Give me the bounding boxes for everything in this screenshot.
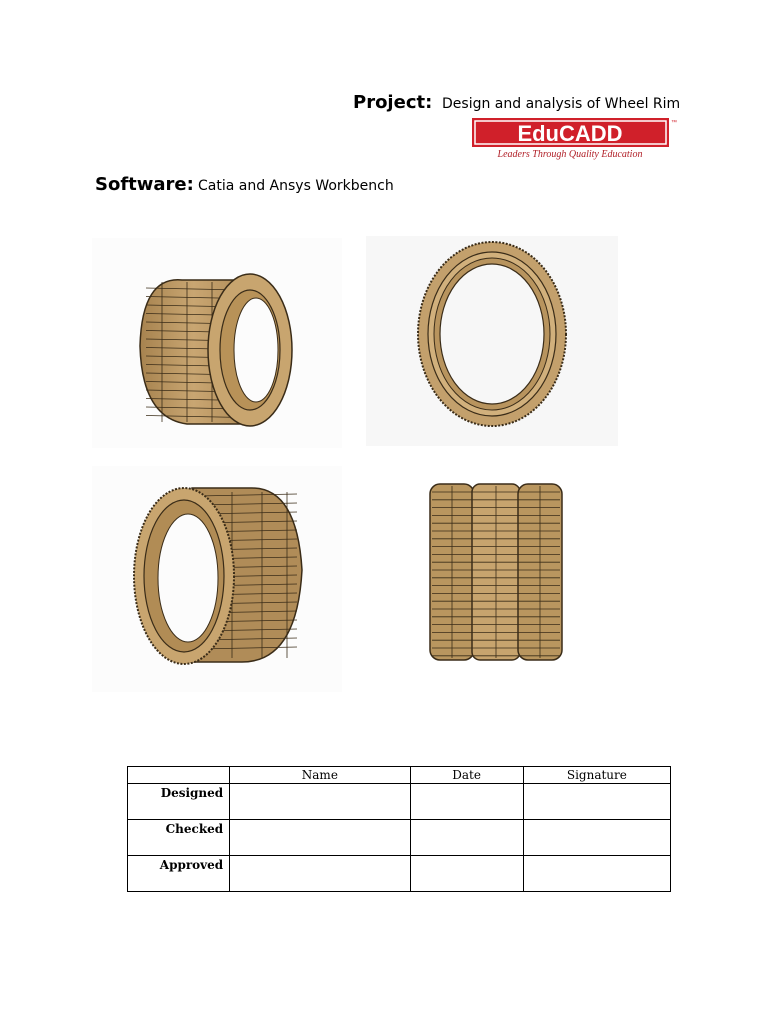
tire-front-view [366,236,618,446]
header-signature: Signature [523,767,670,784]
software-label: Software: [95,174,194,195]
software-value: Catia and Ansys Workbench [198,178,394,194]
approved-date-cell[interactable] [410,856,523,892]
designed-name-cell[interactable] [230,784,410,820]
checked-signature-cell[interactable] [523,820,670,856]
table-row [128,856,671,892]
svg-text:Leaders Through Quality Educat: Leaders Through Quality Education [497,149,643,160]
header-name: Name [230,767,410,784]
tire-top-view [400,468,590,674]
project-label: Project: [353,92,433,113]
signoff-header-row [128,767,671,784]
row-label-approved: Approved [128,856,230,892]
tire-isometric-view-2 [92,466,342,692]
svg-text:EduCADD: EduCADD [517,121,623,146]
project-title: Design and analysis of Wheel Rim [442,96,681,112]
svg-text:™: ™ [671,120,677,126]
header-blank [128,767,230,784]
row-label-checked: Checked [128,820,230,856]
checked-date-cell[interactable] [410,820,523,856]
designed-signature-cell[interactable] [523,784,670,820]
checked-name-cell[interactable] [230,820,410,856]
signoff-table [127,766,671,892]
table-row [128,820,671,856]
designed-date-cell[interactable] [410,784,523,820]
educadd-logo [472,116,676,162]
approved-name-cell[interactable] [230,856,410,892]
approved-signature-cell[interactable] [523,856,670,892]
row-label-designed: Designed [128,784,230,820]
header-date: Date [410,767,523,784]
table-row [128,784,671,820]
tire-isometric-view-1 [92,238,342,448]
